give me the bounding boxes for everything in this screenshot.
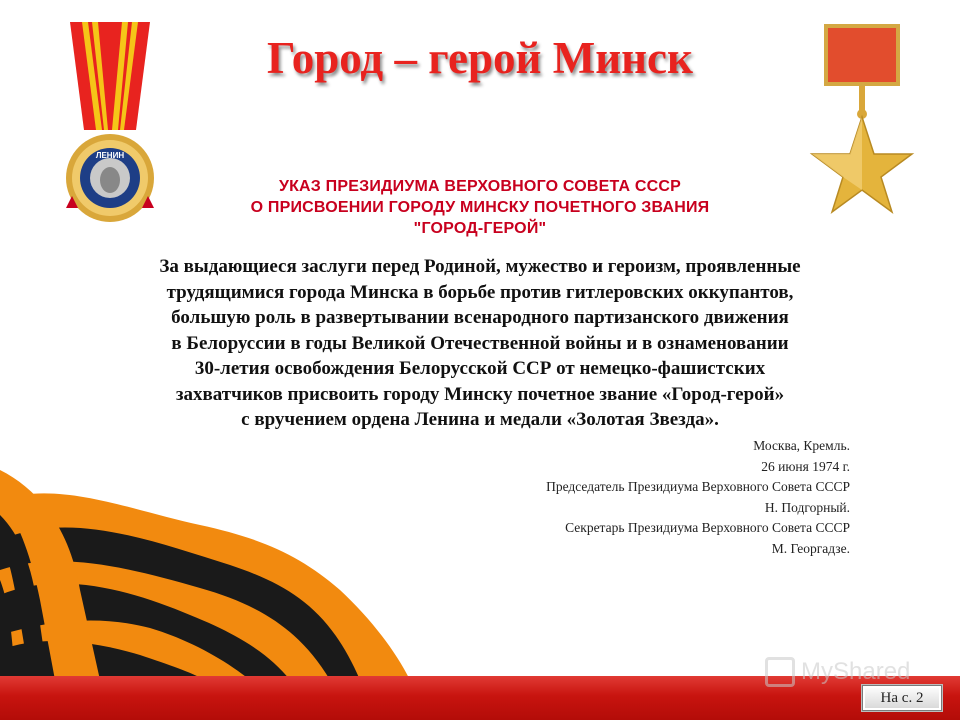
decree-line-3: "ГОРОД-ГЕРОЙ" bbox=[413, 220, 547, 237]
signature-secretary-name: М. Георгадзе. bbox=[771, 540, 850, 556]
body-line: с вручением ордена Ленина и медали «Золотая Звезда». bbox=[241, 409, 719, 430]
body-line: За выдающиеся заслуги перед Родиной, мужество и героизм, проявленные bbox=[159, 256, 801, 277]
decree-line-1: УКАЗ ПРЕЗИДИУМА ВЕРХОВНОГО СОВЕТА СССР bbox=[278, 178, 682, 195]
signature-chairman-title: Председатель Президиума Верховного Совета СССР bbox=[546, 479, 850, 494]
next-page-button[interactable]: На с. 2 bbox=[862, 685, 942, 711]
signature-chairman-name: Н. Подгорный. bbox=[764, 499, 850, 515]
body-line: трудящимися города Минска в борьбе против гитлеровских оккупантов, bbox=[166, 281, 794, 303]
decree-heading bbox=[110, 176, 850, 239]
watermark-text: MyShared bbox=[801, 658, 911, 685]
signature-secretary-title: Секретарь Президиума Верховного Совета СССР bbox=[565, 520, 850, 535]
signature-place: Москва, Кремль. bbox=[753, 438, 850, 453]
decree-body bbox=[100, 254, 860, 433]
decree-line-2: О ПРИСВОЕНИИ ГОРОДУ МИНСКУ ПОЧЕТНОГО ЗВАНИЯ bbox=[250, 199, 710, 216]
watermark-logo-icon bbox=[765, 657, 795, 687]
body-line: 30-летия освобождения Белорусской ССР от немецко-фашистских bbox=[194, 358, 766, 379]
signature-date: 26 июня 1974 г. bbox=[761, 458, 850, 474]
st-george-ribbon-icon bbox=[0, 470, 420, 680]
slide-title: Город – герой Минск bbox=[267, 33, 693, 83]
body-line: в Белоруссии в годы Великой Отечественной войны и в ознаменовании bbox=[171, 332, 789, 354]
order-inscription: ЛЕНИН bbox=[95, 151, 125, 160]
body-line: захватчиков присвоить городу Минску почетное звание «Город-герой» bbox=[175, 383, 785, 405]
body-line: большую роль в развертывании всенародного партизанского движения bbox=[171, 307, 789, 328]
signature-block bbox=[430, 436, 850, 559]
